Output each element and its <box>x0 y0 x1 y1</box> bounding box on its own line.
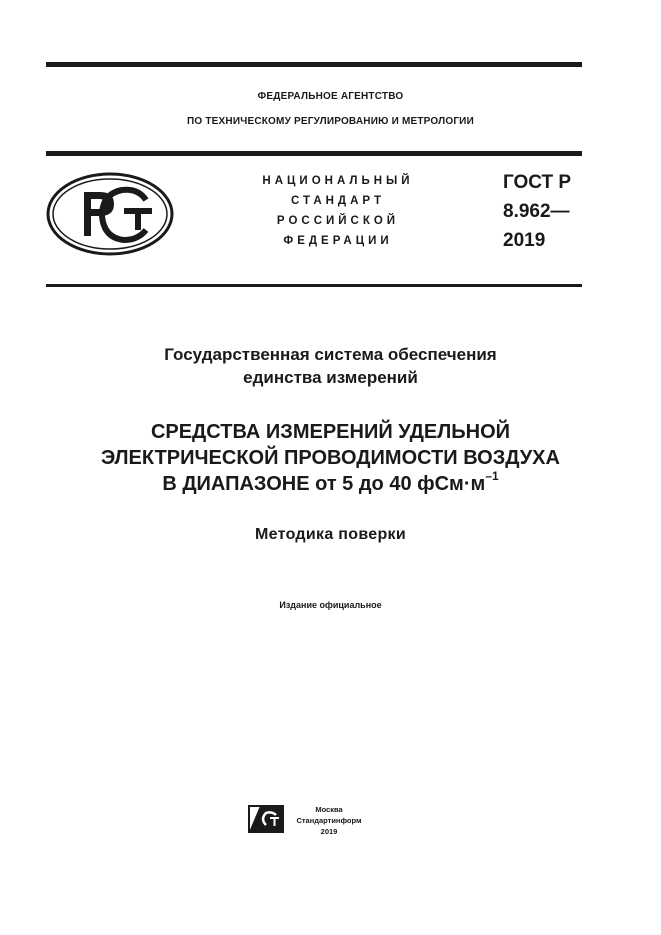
bottom-rule <box>46 284 582 287</box>
national-line-3: РОССИЙСКОЙ <box>276 215 400 227</box>
gost-designation <box>503 168 571 255</box>
edition-label: Издание официальное <box>279 600 382 610</box>
gost-line-1: ГОСТ Р <box>503 172 572 193</box>
title-line-3-text: В ДИАПАЗОНЕ от 5 до 40 фСм·м <box>162 473 486 495</box>
publisher-city: Москва <box>315 805 343 814</box>
document-subtitle: Методика поверки <box>255 526 406 543</box>
gost-r-emblem-icon <box>46 172 174 256</box>
document-title <box>0 419 661 497</box>
gost-line-2: 8.962— <box>503 201 570 222</box>
publisher-year: 2019 <box>320 827 338 836</box>
standard-series <box>0 343 661 389</box>
agency-line-2: ПО ТЕХНИЧЕСКОМУ РЕГУЛИРОВАНИЮ И МЕТРОЛОГИИ <box>187 116 474 127</box>
title-line-2: ЭЛЕКТРИЧЕСКОЙ ПРОВОДИМОСТИ ВОЗДУХА <box>101 447 560 469</box>
national-line-1: НАЦИОНАЛЬНЫЙ <box>262 175 414 187</box>
national-line-4: ФЕДЕРАЦИИ <box>283 235 393 247</box>
agency-line-1: ФЕДЕРАЛЬНОЕ АГЕНТСТВО <box>257 91 404 102</box>
standartinform-logo-icon <box>248 805 284 833</box>
national-standard-label <box>246 171 430 251</box>
publisher-name: Стандартинформ <box>296 816 362 825</box>
top-rule <box>46 62 582 67</box>
middle-rule <box>46 151 582 156</box>
title-line-1: СРЕДСТВА ИЗМЕРЕНИЙ УДЕЛЬНОЙ <box>150 421 511 443</box>
series-line-2: единства измерений <box>243 368 418 387</box>
national-line-2: СТАНДАРТ <box>291 195 385 207</box>
title-superscript: –1 <box>485 469 499 484</box>
title-line-3 <box>0 471 661 497</box>
publisher-block <box>294 804 364 837</box>
series-line-1: Государственная система обеспечения <box>164 345 497 364</box>
gost-line-3: 2019 <box>503 230 546 251</box>
